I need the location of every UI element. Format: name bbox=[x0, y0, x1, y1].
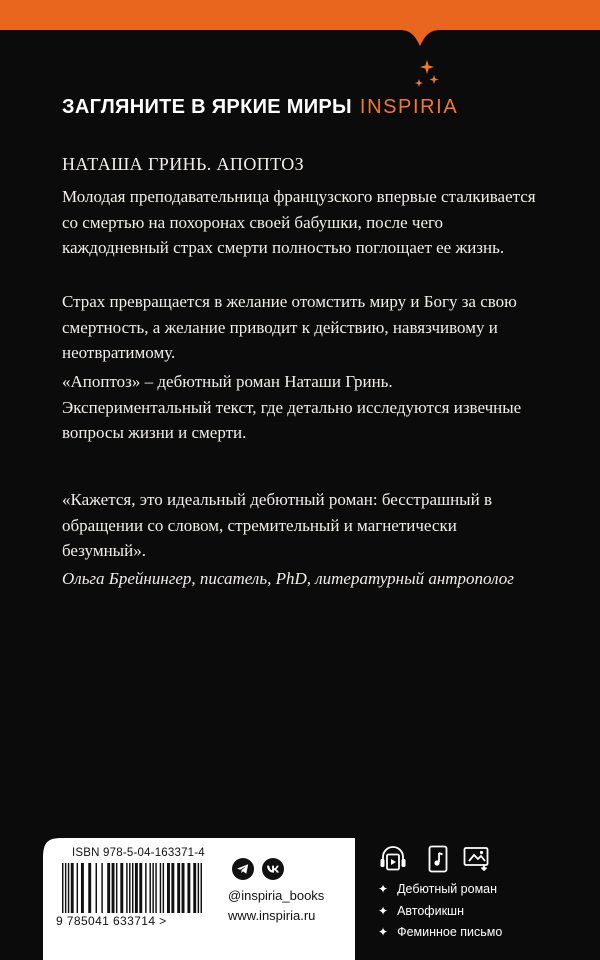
barcode-bar bbox=[62, 863, 63, 913]
barcode-bar bbox=[201, 863, 202, 913]
barcode-bar bbox=[107, 863, 110, 913]
social-handle: @inspiria_books bbox=[228, 888, 325, 903]
author-and-title: НАТАША ГРИНЬ. АПОПТОЗ bbox=[62, 154, 305, 174]
barcode-image bbox=[62, 863, 202, 919]
telegram-icon bbox=[232, 858, 254, 880]
genre-item bbox=[378, 925, 502, 939]
barcode-bar bbox=[112, 863, 115, 913]
brand-logo: INSPIRIA bbox=[359, 96, 459, 118]
video-icon bbox=[463, 845, 491, 871]
sparkles-icon bbox=[414, 60, 440, 88]
description-paragraph: Страх превращается в желание отомстить миру и Богу за свою смертность, а желание приводит к действию, навязчивому и неотвратимому. bbox=[62, 292, 517, 362]
series-tagline bbox=[62, 96, 458, 119]
barcode-bar bbox=[101, 863, 102, 913]
barcode-bar bbox=[187, 863, 190, 913]
barcode-bar bbox=[132, 863, 133, 913]
barcode-bar bbox=[150, 863, 151, 913]
barcode-bar bbox=[126, 863, 127, 913]
barcode-bar bbox=[160, 863, 161, 913]
tagline-text: ЗАГЛЯНИТЕ В ЯРКИЕ МИРЫ bbox=[62, 96, 352, 118]
barcode-bar bbox=[167, 863, 170, 913]
barcode-bar bbox=[177, 863, 180, 913]
barcode-bar bbox=[163, 863, 164, 913]
barcode-bar bbox=[81, 863, 84, 913]
quote-attribution: Ольга Брейнингер, писатель, PhD, литературный антрополог bbox=[62, 569, 514, 588]
isbn-label: ISBN 978-5-04-163371-4 bbox=[72, 847, 205, 859]
barcode-bar bbox=[65, 863, 66, 913]
orange-top-band bbox=[0, 0, 600, 70]
barcode-bar bbox=[68, 863, 69, 913]
description-paragraph: Молодая преподавательница французского впервые сталкивается со смертью на похоронах своей бабушки, после чего каждодневный страх смерти полностью поглощает ее жизнь. bbox=[62, 187, 536, 257]
barcode-bar bbox=[155, 863, 156, 913]
barcode-bar bbox=[71, 863, 74, 913]
ebook-icon bbox=[428, 845, 448, 873]
review-quote: «Кажется, это идеальный дебютный роман: бесстрашный в обращении со словом, стремительный и магнетически безумный». bbox=[62, 490, 492, 560]
barcode-bar bbox=[193, 863, 196, 913]
barcode-bar bbox=[135, 863, 138, 913]
barcode-bar bbox=[145, 863, 146, 913]
audiobook-icon bbox=[378, 845, 408, 875]
genre-label: Автофикшн bbox=[397, 904, 464, 918]
barcode-bar bbox=[88, 863, 91, 913]
barcode-bar bbox=[120, 863, 123, 913]
barcode-bar bbox=[182, 863, 185, 913]
barcode-bar bbox=[116, 863, 117, 913]
website-url: www.inspiria.ru bbox=[228, 908, 316, 923]
genre-item bbox=[378, 904, 464, 918]
barcode-bar bbox=[139, 863, 142, 913]
star-bullet-icon: ✦ bbox=[378, 904, 389, 918]
genre-label: Феминное письмо bbox=[397, 925, 503, 939]
star-bullet-icon: ✦ bbox=[378, 882, 389, 896]
barcode-bar bbox=[198, 863, 199, 913]
star-bullet-icon: ✦ bbox=[378, 925, 389, 939]
barcode-bar bbox=[77, 863, 78, 913]
barcode-bar bbox=[129, 863, 130, 913]
description-paragraph: «Апоптоз» – дебютный роман Наташи Гринь. Экспериментальный текст, где детально исследуются извечные вопросы жизни и смерти. bbox=[62, 372, 522, 442]
barcode-bar bbox=[171, 863, 174, 913]
barcode-digits: 9 785041 633714 > bbox=[56, 914, 167, 928]
barcode-bar bbox=[152, 863, 153, 913]
genre-label: Дебютный роман bbox=[397, 882, 498, 896]
genre-item bbox=[378, 882, 497, 896]
barcode-bar bbox=[96, 863, 97, 913]
vk-icon bbox=[262, 858, 284, 880]
